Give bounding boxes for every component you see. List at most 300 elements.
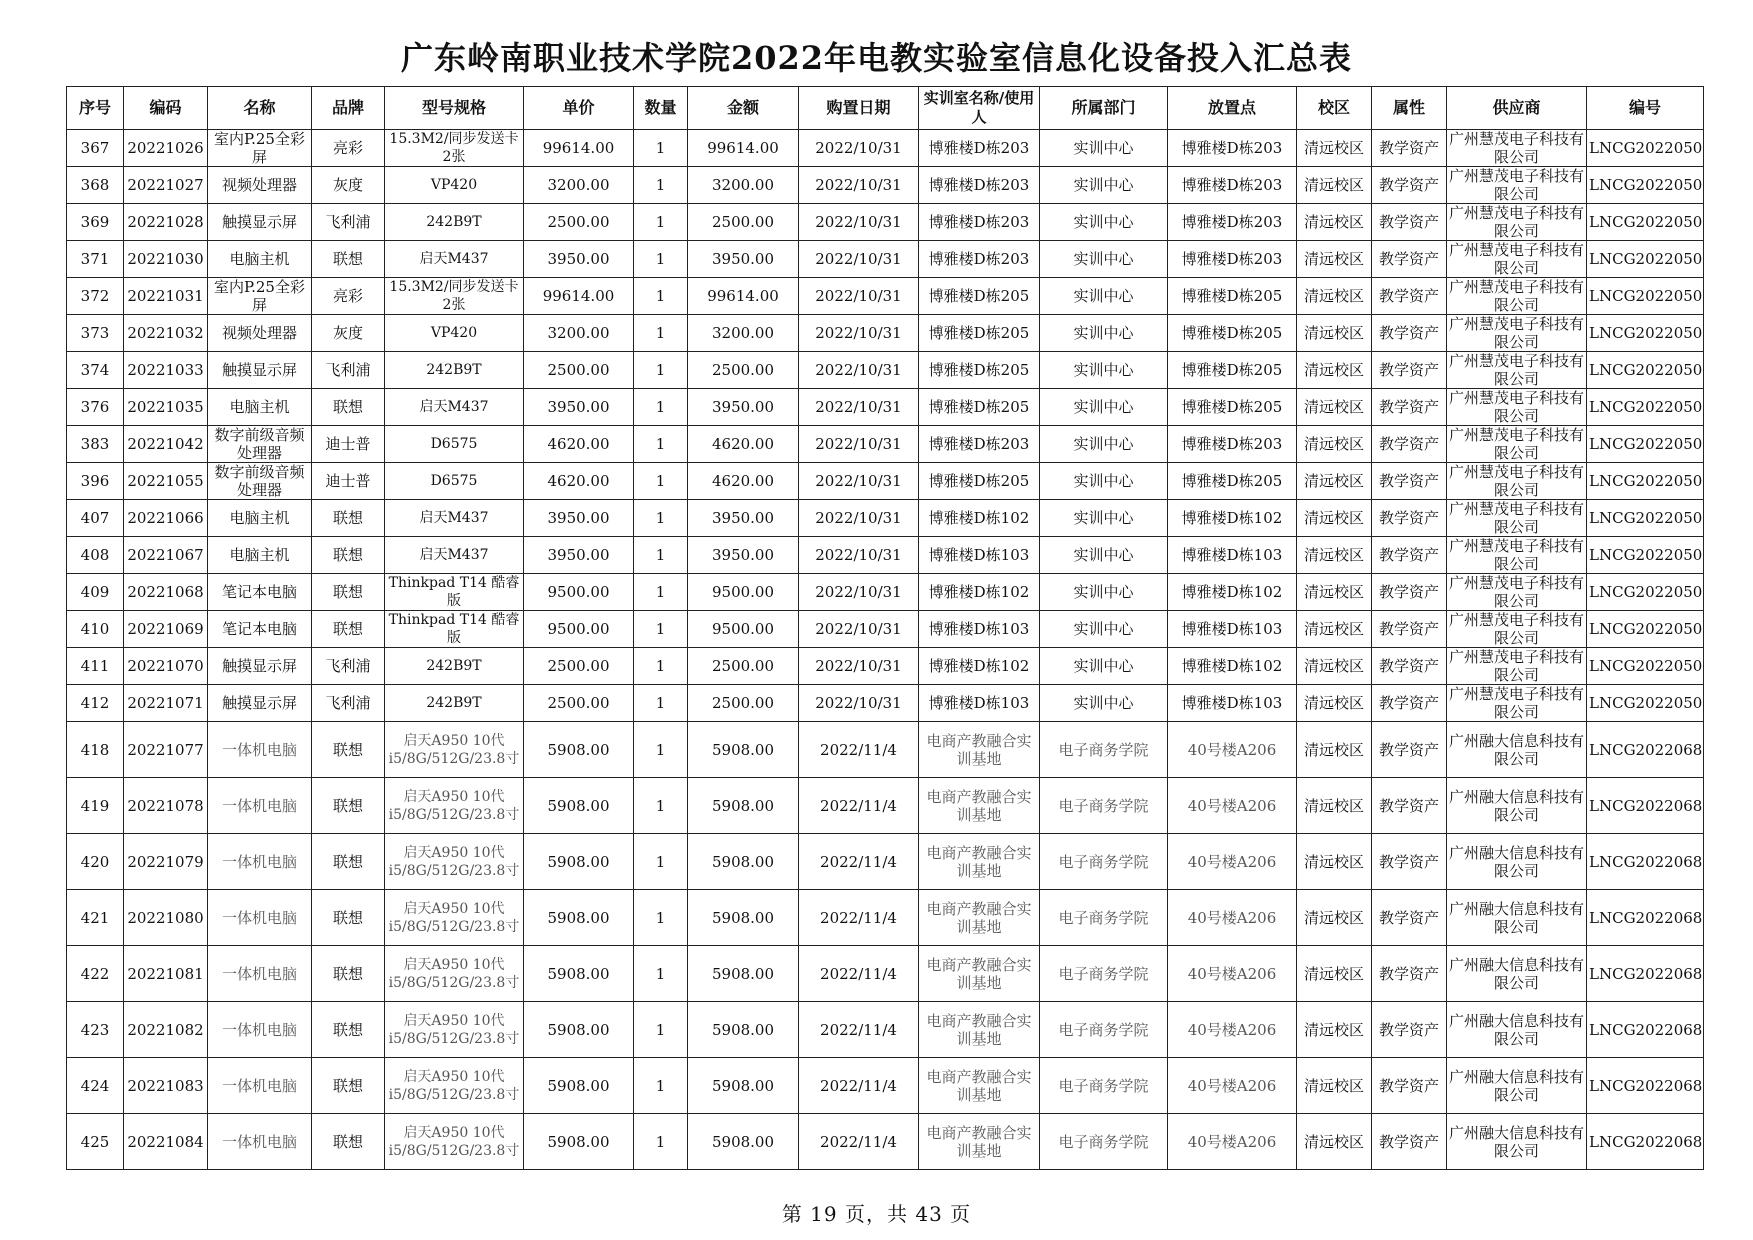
cell-campus: 清远校区 (1297, 611, 1372, 648)
cell-row-number: 396 (67, 463, 124, 500)
table-row (67, 834, 1704, 890)
cell-brand: 联想 (312, 389, 385, 426)
cell-row-number: 419 (67, 778, 124, 834)
cell-item-name (208, 315, 312, 352)
cell-amount: 3950.00 (688, 500, 799, 537)
header-cell: 序号 (67, 87, 124, 130)
item-name-text: 视频处理器 (221, 176, 297, 194)
cell-amount: 2500.00 (688, 352, 799, 389)
cell-location: 博雅楼D栋203 (1168, 167, 1297, 204)
cell-campus: 清远校区 (1297, 1114, 1372, 1170)
cell-campus: 清远校区 (1297, 890, 1372, 946)
cell-asset-type: 教学资产 (1372, 946, 1447, 1002)
cell-item-name (208, 500, 312, 537)
cell-brand: 飞利浦 (312, 648, 385, 685)
cell-lab-room (919, 946, 1040, 1002)
header-cell: 实训室名称/使用人 (919, 87, 1040, 130)
cell-item-code: 20221067 (124, 537, 208, 574)
item-name-text: 一体机电脑 (221, 964, 297, 983)
cell-item-code: 20221069 (124, 611, 208, 648)
header-cell: 编号 (1587, 87, 1704, 130)
cell-item-code: 20221066 (124, 500, 208, 537)
item-name-text: 一体机电脑 (221, 1076, 297, 1095)
supplier-text: 广州慧茂电子科技有限公司 (1449, 611, 1584, 647)
cell-purchase-date: 2022/11/4 (799, 946, 919, 1002)
cell-campus: 清远校区 (1297, 463, 1372, 500)
cell-location: 博雅楼D栋203 (1168, 130, 1297, 167)
cell-lab-room (919, 574, 1040, 611)
cell-item-name (208, 946, 312, 1002)
cell-supplier (1447, 537, 1587, 574)
supplier-text: 广州融大信息科技有限公司 (1449, 843, 1584, 880)
cell-supplier (1447, 278, 1587, 315)
item-name-text: 室内P.25全彩屏 (214, 278, 305, 314)
cell-item-name (208, 834, 312, 890)
cell-item-code: 20221033 (124, 352, 208, 389)
cell-unit-price: 3200.00 (524, 167, 634, 204)
cell-campus: 清远校区 (1297, 315, 1372, 352)
header-cell: 属性 (1372, 87, 1447, 130)
cell-supplier (1447, 241, 1587, 278)
cell-quantity: 1 (634, 834, 688, 890)
cell-asset-type: 教学资产 (1372, 834, 1447, 890)
cell-brand: 联想 (312, 946, 385, 1002)
cell-item-code: 20221026 (124, 130, 208, 167)
cell-brand: 飞利浦 (312, 204, 385, 241)
cell-contract-id: LNCG2022068 (1587, 890, 1704, 946)
cell-lab-room (919, 204, 1040, 241)
cell-location: 博雅楼D栋205 (1168, 352, 1297, 389)
lab-room-text: 电商产教融合实训基地 (926, 731, 1032, 768)
cell-quantity: 1 (634, 1114, 688, 1170)
cell-asset-type: 教学资产 (1372, 241, 1447, 278)
cell-item-name (208, 890, 312, 946)
table-header-row (67, 87, 1704, 130)
cell-row-number: 412 (67, 685, 124, 722)
lab-room-text: 博雅楼D栋102 (928, 657, 1030, 675)
table-row (67, 204, 1704, 241)
cell-location: 博雅楼D栋205 (1168, 315, 1297, 352)
cell-item-code: 20221084 (124, 1114, 208, 1170)
cell-supplier (1447, 778, 1587, 834)
cell-model-spec (385, 946, 524, 1002)
cell-unit-price: 2500.00 (524, 685, 634, 722)
supplier-text: 广州慧茂电子科技有限公司 (1449, 167, 1584, 203)
header-cell: 名称 (208, 87, 312, 130)
item-name-text: 一体机电脑 (221, 796, 297, 815)
cell-supplier (1447, 890, 1587, 946)
cell-location: 博雅楼D栋203 (1168, 241, 1297, 278)
cell-model-spec (385, 426, 524, 463)
cell-item-name (208, 426, 312, 463)
cell-model-spec (385, 537, 524, 574)
cell-row-number: 372 (67, 278, 124, 315)
cell-purchase-date: 2022/10/31 (799, 241, 919, 278)
cell-purchase-date: 2022/10/31 (799, 315, 919, 352)
cell-asset-type: 教学资产 (1372, 722, 1447, 778)
item-name-text: 视频处理器 (221, 324, 297, 342)
cell-item-name (208, 130, 312, 167)
item-name-text: 一体机电脑 (221, 852, 297, 871)
lab-room-text: 电商产教融合实训基地 (926, 1123, 1032, 1160)
table-row (67, 648, 1704, 685)
cell-row-number: 421 (67, 890, 124, 946)
cell-model-spec (385, 1114, 524, 1170)
cell-purchase-date: 2022/11/4 (799, 1114, 919, 1170)
cell-row-number: 373 (67, 315, 124, 352)
item-name-text: 数字前级音频处理器 (214, 463, 305, 499)
item-name-text: 一体机电脑 (221, 740, 297, 759)
item-name-text: 笔记本电脑 (221, 620, 297, 638)
cell-campus: 清远校区 (1297, 537, 1372, 574)
cell-brand: 飞利浦 (312, 352, 385, 389)
cell-department: 实训中心 (1040, 500, 1168, 537)
table-row (67, 611, 1704, 648)
cell-amount: 9500.00 (688, 611, 799, 648)
cell-supplier (1447, 611, 1587, 648)
table-row (67, 890, 1704, 946)
cell-item-code: 20221081 (124, 946, 208, 1002)
cell-amount: 5908.00 (688, 946, 799, 1002)
cell-department: 电子商务学院 (1040, 722, 1168, 778)
cell-lab-room (919, 352, 1040, 389)
cell-department: 实训中心 (1040, 315, 1168, 352)
lab-room-text: 博雅楼D栋102 (928, 509, 1030, 527)
cell-brand: 灰度 (312, 315, 385, 352)
cell-supplier (1447, 648, 1587, 685)
cell-quantity: 1 (634, 463, 688, 500)
cell-asset-type: 教学资产 (1372, 890, 1447, 946)
header-cell: 编码 (124, 87, 208, 130)
cell-lab-room (919, 500, 1040, 537)
cell-quantity: 1 (634, 778, 688, 834)
model-spec-text: 启天A950 10代i5/8G/512G/23.8寸 (388, 732, 520, 767)
cell-purchase-date: 2022/10/31 (799, 685, 919, 722)
cell-brand: 联想 (312, 890, 385, 946)
model-spec-text: 启天A950 10代i5/8G/512G/23.8寸 (388, 1012, 520, 1047)
item-name-text: 电脑主机 (229, 398, 290, 416)
cell-department: 实训中心 (1040, 426, 1168, 463)
cell-campus: 清远校区 (1297, 278, 1372, 315)
item-name-text: 数字前级音频处理器 (214, 426, 305, 462)
cell-department: 实训中心 (1040, 463, 1168, 500)
cell-campus: 清远校区 (1297, 778, 1372, 834)
cell-item-name (208, 389, 312, 426)
cell-supplier (1447, 1058, 1587, 1114)
model-spec-text: 启天A950 10代i5/8G/512G/23.8寸 (388, 844, 520, 879)
cell-brand: 迪士普 (312, 463, 385, 500)
cell-contract-id: LNCG2022068 (1587, 778, 1704, 834)
table-row (67, 315, 1704, 352)
cell-purchase-date: 2022/11/4 (799, 1002, 919, 1058)
lab-room-text: 博雅楼D栋205 (928, 287, 1030, 305)
cell-contract-id: LNCG2022068 (1587, 722, 1704, 778)
cell-model-spec (385, 463, 524, 500)
cell-supplier (1447, 574, 1587, 611)
cell-asset-type: 教学资产 (1372, 389, 1447, 426)
cell-location: 博雅楼D栋102 (1168, 574, 1297, 611)
cell-amount: 3950.00 (688, 537, 799, 574)
table-row (67, 167, 1704, 204)
cell-quantity: 1 (634, 611, 688, 648)
cell-amount: 5908.00 (688, 890, 799, 946)
cell-contract-id: LNCG2022050 (1587, 352, 1704, 389)
cell-brand: 联想 (312, 500, 385, 537)
cell-row-number: 424 (67, 1058, 124, 1114)
supplier-text: 广州慧茂电子科技有限公司 (1449, 352, 1584, 388)
cell-location: 40号楼A206 (1168, 1114, 1297, 1170)
table-row (67, 1058, 1704, 1114)
cell-contract-id: LNCG2022050 (1587, 130, 1704, 167)
cell-location: 博雅楼D栋205 (1168, 278, 1297, 315)
cell-campus: 清远校区 (1297, 426, 1372, 463)
cell-quantity: 1 (634, 426, 688, 463)
cell-location: 博雅楼D栋103 (1168, 537, 1297, 574)
cell-item-code: 20221055 (124, 463, 208, 500)
cell-contract-id: LNCG2022068 (1587, 834, 1704, 890)
model-spec-text: D6575 (430, 436, 478, 452)
cell-purchase-date: 2022/10/31 (799, 574, 919, 611)
table-row (67, 500, 1704, 537)
cell-amount: 3950.00 (688, 389, 799, 426)
cell-department: 实训中心 (1040, 241, 1168, 278)
supplier-text: 广州慧茂电子科技有限公司 (1449, 204, 1584, 240)
cell-lab-room (919, 1058, 1040, 1114)
model-spec-text: VP420 (430, 325, 478, 341)
cell-model-spec (385, 685, 524, 722)
cell-lab-room (919, 648, 1040, 685)
lab-room-text: 电商产教融合实训基地 (926, 787, 1032, 824)
header-cell: 品牌 (312, 87, 385, 130)
cell-purchase-date: 2022/10/31 (799, 352, 919, 389)
header-cell: 校区 (1297, 87, 1372, 130)
cell-purchase-date: 2022/11/4 (799, 834, 919, 890)
cell-supplier (1447, 167, 1587, 204)
cell-model-spec (385, 315, 524, 352)
cell-location: 40号楼A206 (1168, 890, 1297, 946)
cell-purchase-date: 2022/10/31 (799, 278, 919, 315)
cell-model-spec (385, 167, 524, 204)
cell-quantity: 1 (634, 500, 688, 537)
cell-row-number: 410 (67, 611, 124, 648)
supplier-text: 广州慧茂电子科技有限公司 (1449, 389, 1584, 425)
cell-model-spec (385, 648, 524, 685)
cell-row-number: 407 (67, 500, 124, 537)
cell-supplier (1447, 834, 1587, 890)
cell-item-code: 20221079 (124, 834, 208, 890)
cell-item-name (208, 537, 312, 574)
item-name-text: 笔记本电脑 (221, 583, 297, 601)
supplier-text: 广州融大信息科技有限公司 (1449, 787, 1584, 824)
lab-room-text: 电商产教融合实训基地 (926, 1067, 1032, 1104)
cell-amount: 2500.00 (688, 204, 799, 241)
cell-contract-id: LNCG2022068 (1587, 1058, 1704, 1114)
cell-amount: 3200.00 (688, 315, 799, 352)
cell-amount: 2500.00 (688, 685, 799, 722)
cell-unit-price: 3950.00 (524, 500, 634, 537)
supplier-text: 广州融大信息科技有限公司 (1449, 899, 1584, 936)
cell-item-code: 20221078 (124, 778, 208, 834)
item-name-text: 触摸显示屏 (221, 657, 297, 675)
table-row (67, 352, 1704, 389)
lab-room-text: 电商产教融合实训基地 (926, 843, 1032, 880)
supplier-text: 广州融大信息科技有限公司 (1449, 731, 1584, 768)
cell-lab-room (919, 1114, 1040, 1170)
cell-unit-price: 2500.00 (524, 352, 634, 389)
cell-supplier (1447, 685, 1587, 722)
lab-room-text: 电商产教融合实训基地 (926, 1011, 1032, 1048)
cell-asset-type: 教学资产 (1372, 611, 1447, 648)
lab-room-text: 博雅楼D栋205 (928, 361, 1030, 379)
supplier-text: 广州慧茂电子科技有限公司 (1449, 500, 1584, 536)
cell-contract-id: LNCG2022050 (1587, 278, 1704, 315)
model-spec-text: 242B9T (426, 658, 482, 674)
cell-department: 电子商务学院 (1040, 778, 1168, 834)
cell-model-spec (385, 1002, 524, 1058)
table-row (67, 1002, 1704, 1058)
cell-contract-id: LNCG2022050 (1587, 167, 1704, 204)
cell-item-name (208, 778, 312, 834)
cell-location: 博雅楼D栋102 (1168, 500, 1297, 537)
cell-quantity: 1 (634, 890, 688, 946)
cell-contract-id: LNCG2022050 (1587, 648, 1704, 685)
table-row (67, 241, 1704, 278)
supplier-text: 广州融大信息科技有限公司 (1449, 1067, 1584, 1104)
cell-item-code: 20221071 (124, 685, 208, 722)
cell-lab-room (919, 834, 1040, 890)
header-cell: 型号规格 (385, 87, 524, 130)
cell-contract-id: LNCG2022068 (1587, 946, 1704, 1002)
cell-quantity: 1 (634, 130, 688, 167)
cell-asset-type: 教学资产 (1372, 204, 1447, 241)
cell-unit-price: 5908.00 (524, 946, 634, 1002)
cell-campus: 清远校区 (1297, 352, 1372, 389)
cell-row-number: 409 (67, 574, 124, 611)
cell-model-spec (385, 278, 524, 315)
cell-model-spec (385, 204, 524, 241)
cell-brand: 迪士普 (312, 426, 385, 463)
supplier-text: 广州慧茂电子科技有限公司 (1449, 241, 1584, 277)
cell-lab-room (919, 463, 1040, 500)
table-row (67, 778, 1704, 834)
header-cell: 购置日期 (799, 87, 919, 130)
cell-asset-type: 教学资产 (1372, 685, 1447, 722)
lab-room-text: 博雅楼D栋103 (928, 694, 1030, 712)
cell-brand: 联想 (312, 1002, 385, 1058)
cell-amount: 4620.00 (688, 463, 799, 500)
supplier-text: 广州融大信息科技有限公司 (1449, 1123, 1584, 1160)
cell-item-code: 20221035 (124, 389, 208, 426)
cell-department: 实训中心 (1040, 537, 1168, 574)
cell-lab-room (919, 167, 1040, 204)
cell-location: 博雅楼D栋102 (1168, 648, 1297, 685)
cell-contract-id: LNCG2022050 (1587, 315, 1704, 352)
cell-row-number: 408 (67, 537, 124, 574)
cell-brand: 联想 (312, 537, 385, 574)
cell-lab-room (919, 389, 1040, 426)
cell-quantity: 1 (634, 278, 688, 315)
cell-purchase-date: 2022/10/31 (799, 204, 919, 241)
cell-contract-id: LNCG2022068 (1587, 1002, 1704, 1058)
cell-brand: 飞利浦 (312, 685, 385, 722)
cell-unit-price: 5908.00 (524, 1058, 634, 1114)
cell-brand: 联想 (312, 241, 385, 278)
lab-room-text: 博雅楼D栋203 (928, 139, 1030, 157)
model-spec-text: D6575 (430, 473, 478, 489)
cell-campus: 清远校区 (1297, 648, 1372, 685)
cell-amount: 4620.00 (688, 426, 799, 463)
cell-unit-price: 2500.00 (524, 204, 634, 241)
page-title: 广东岭南职业技术学院2022年电教实验室信息化设备投入汇总表 (400, 39, 1353, 77)
cell-contract-id: LNCG2022050 (1587, 611, 1704, 648)
cell-item-code: 20221031 (124, 278, 208, 315)
cell-item-name (208, 278, 312, 315)
table-row (67, 1114, 1704, 1170)
cell-item-name (208, 685, 312, 722)
cell-item-name (208, 463, 312, 500)
cell-location: 博雅楼D栋103 (1168, 611, 1297, 648)
table-row (67, 389, 1704, 426)
cell-item-code: 20221077 (124, 722, 208, 778)
cell-item-code: 20221082 (124, 1002, 208, 1058)
cell-campus: 清远校区 (1297, 241, 1372, 278)
cell-asset-type: 教学资产 (1372, 426, 1447, 463)
cell-item-code: 20221028 (124, 204, 208, 241)
cell-unit-price: 5908.00 (524, 1002, 634, 1058)
cell-row-number: 423 (67, 1002, 124, 1058)
cell-quantity: 1 (634, 574, 688, 611)
cell-unit-price: 5908.00 (524, 778, 634, 834)
cell-campus: 清远校区 (1297, 167, 1372, 204)
cell-quantity: 1 (634, 1058, 688, 1114)
item-name-text: 一体机电脑 (221, 1020, 297, 1039)
cell-contract-id: LNCG2022050 (1587, 574, 1704, 611)
cell-purchase-date: 2022/10/31 (799, 537, 919, 574)
table-row (67, 574, 1704, 611)
cell-supplier (1447, 722, 1587, 778)
table-row (67, 537, 1704, 574)
cell-row-number: 371 (67, 241, 124, 278)
cell-department: 电子商务学院 (1040, 946, 1168, 1002)
model-spec-text: 启天M437 (419, 547, 489, 563)
cell-item-name (208, 1002, 312, 1058)
cell-lab-room (919, 890, 1040, 946)
cell-campus: 清远校区 (1297, 500, 1372, 537)
cell-quantity: 1 (634, 946, 688, 1002)
cell-campus: 清远校区 (1297, 574, 1372, 611)
cell-supplier (1447, 204, 1587, 241)
cell-item-code: 20221030 (124, 241, 208, 278)
cell-department: 实训中心 (1040, 130, 1168, 167)
cell-location: 博雅楼D栋203 (1168, 426, 1297, 463)
cell-row-number: 422 (67, 946, 124, 1002)
lab-room-text: 博雅楼D栋205 (928, 472, 1030, 490)
cell-asset-type: 教学资产 (1372, 1002, 1447, 1058)
cell-contract-id: LNCG2022050 (1587, 426, 1704, 463)
cell-purchase-date: 2022/10/31 (799, 500, 919, 537)
item-name-text: 电脑主机 (229, 509, 290, 527)
supplier-text: 广州慧茂电子科技有限公司 (1449, 685, 1584, 721)
table-row (67, 463, 1704, 500)
model-spec-text: Thinkpad T14 酷睿版 (388, 612, 520, 646)
cell-item-name (208, 574, 312, 611)
item-name-text: 一体机电脑 (221, 908, 297, 927)
cell-lab-room (919, 1002, 1040, 1058)
cell-campus: 清远校区 (1297, 1058, 1372, 1114)
cell-location: 博雅楼D栋205 (1168, 463, 1297, 500)
cell-unit-price: 99614.00 (524, 130, 634, 167)
cell-supplier (1447, 1114, 1587, 1170)
